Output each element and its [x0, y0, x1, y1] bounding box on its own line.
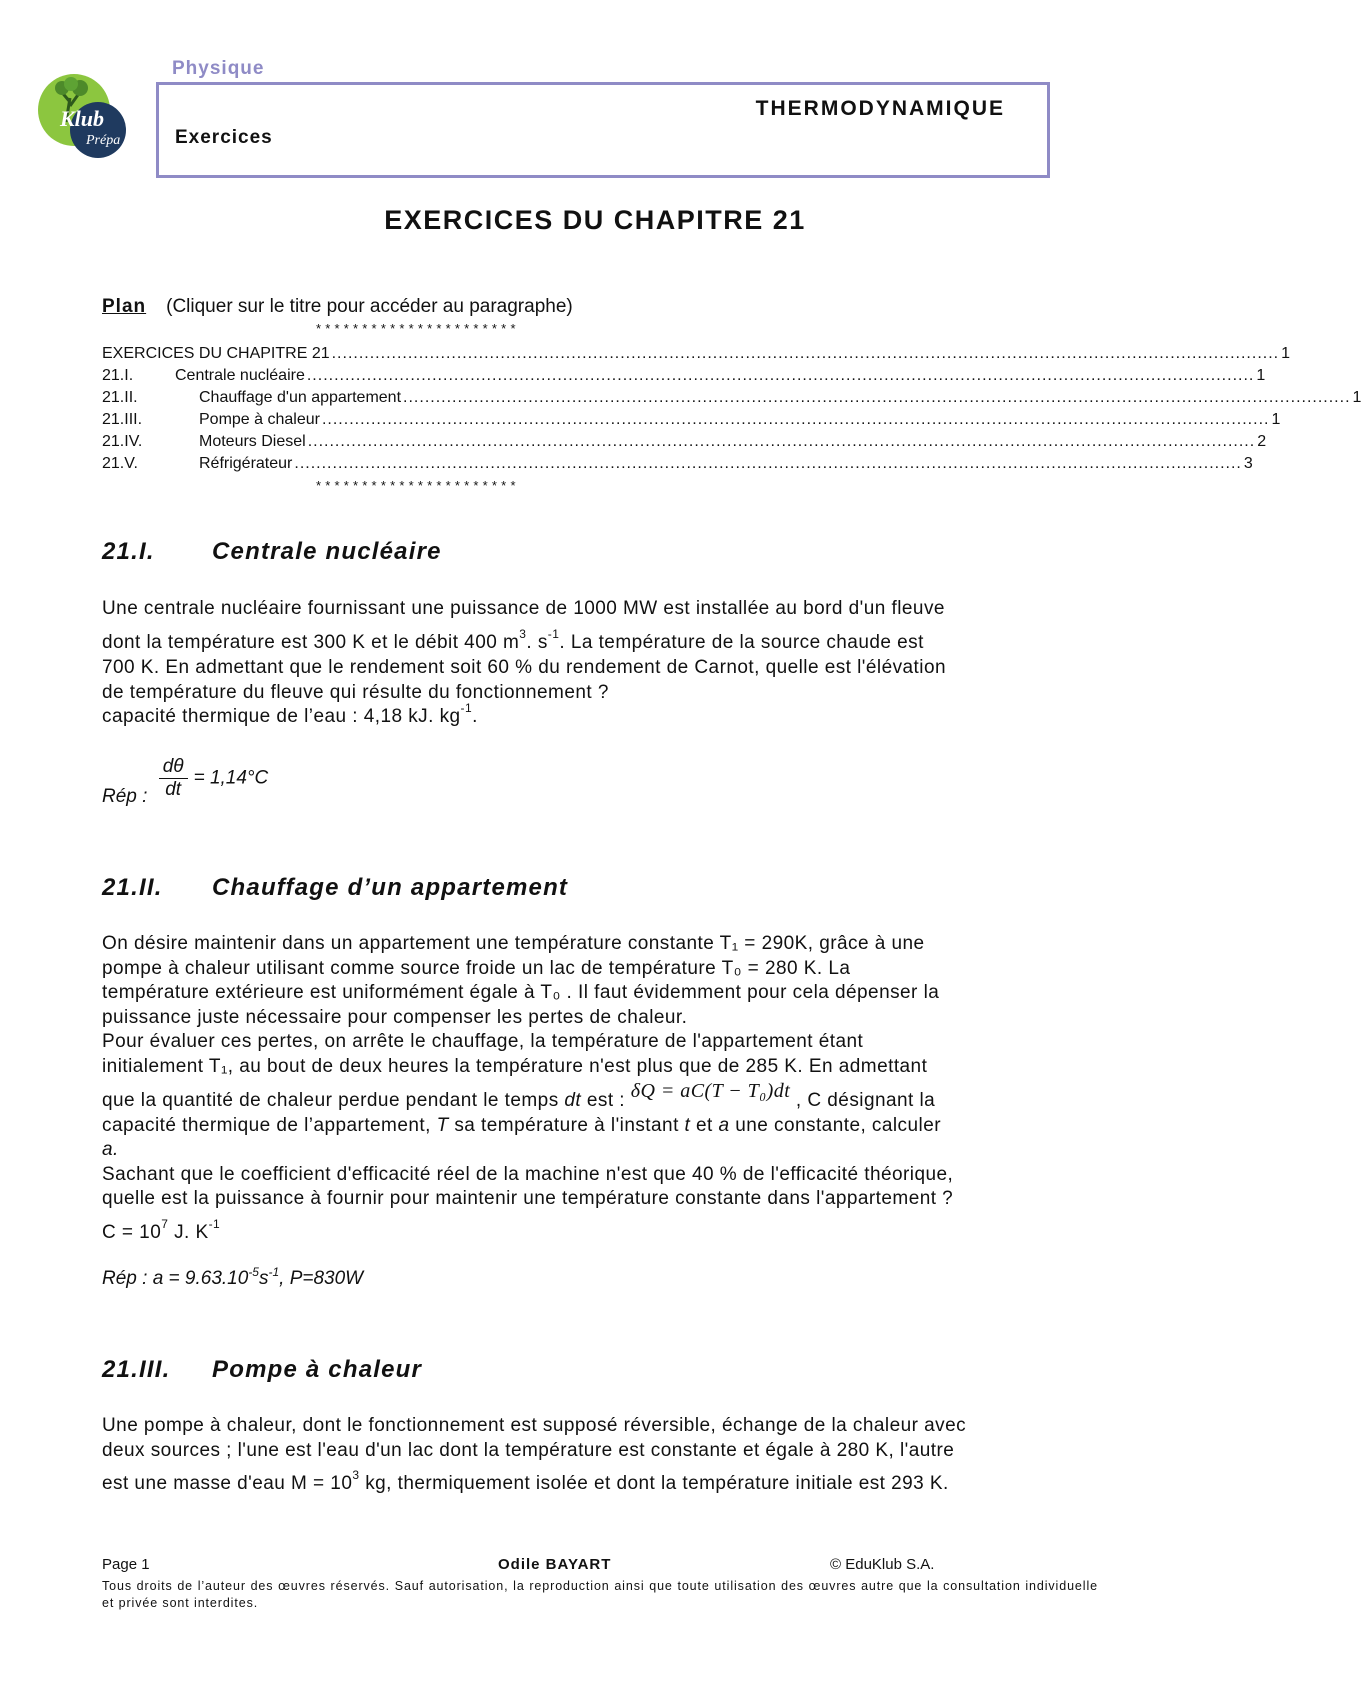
page-number: Page 1: [102, 1556, 150, 1573]
text-line: a.: [102, 1139, 119, 1160]
plan-instruction: (Cliquer sur le titre pour accéder au paragraphe): [166, 296, 573, 317]
toc-title[interactable]: EXERCICES DU CHAPITRE 21: [102, 345, 330, 362]
text-line: que la quantité de chaleur perdue pendant le temps dt est : δQ = aC(T − T₀)dt , C désignant la: [102, 1080, 936, 1111]
plan-line: [102, 296, 573, 318]
svg-text:Prépa: Prépa: [86, 133, 121, 148]
text-line: dont la température est 300 K et le débit 400 $m^3$. $s^{-1}$. La température de la source chaude est: [102, 626, 924, 653]
toc-title[interactable]: Moteurs Diesel: [199, 433, 306, 450]
text-line: initialement T₁, au bout de deux heures la température n'est plus que de 285 K. En admettant: [102, 1055, 928, 1077]
text-line: température extérieure est uniformément égale à T₀ . Il faut évidemment pour cela dépenser la: [102, 982, 940, 1003]
exercise-text: [102, 1414, 1102, 1498]
toc-title[interactable]: Réfrigérateur: [199, 455, 293, 472]
section-number: 21.I.: [102, 538, 155, 565]
toc-entry[interactable]: [102, 411, 1281, 433]
section-heading: [102, 874, 568, 902]
toc-leader: ..............................................................................................................................................................................: [403, 389, 1351, 406]
author-name: Odile BAYART: [498, 1556, 612, 1573]
section-title: Chauffage d’un appartement: [212, 874, 569, 901]
toc-title[interactable]: Pompe à chaleur: [199, 411, 320, 428]
text-line: deux sources ; l'une est l'eau d'un lac dont la température est constante et égale à 280 K, l'autre: [102, 1439, 955, 1461]
toc-entry[interactable]: [102, 345, 1290, 367]
toc-page: 1: [1281, 345, 1290, 362]
section-title: Centrale nucléaire: [212, 538, 442, 565]
toc-number: 21.III.: [102, 411, 143, 428]
text-line: Une centrale nucléaire fournissant une puissance de 1000 MW est installée au bord d'un fleuve: [102, 598, 945, 619]
toc-leader: ..............................................................................................................................................................................: [331, 345, 1280, 362]
toc-title[interactable]: Chauffage d'un appartement: [199, 389, 402, 406]
toc-title[interactable]: Centrale nucléaire: [175, 367, 305, 384]
text-line: Sachant que le coefficient d'efficacité réel de la machine n'est que 40 % de l'efficacité théorique,: [102, 1163, 954, 1185]
toc-entry[interactable]: [102, 367, 1266, 389]
toc-page: 1: [1352, 389, 1361, 406]
toc-number: 21.V.: [102, 455, 138, 472]
copyright: © EduKlub S.A.: [830, 1556, 935, 1573]
toc-number: 21.I.: [102, 367, 134, 384]
text-line: est une masse d'eau $M = 10^3$ kg, thermiquement isolée et dont la température initiale est 293 K.: [102, 1468, 949, 1494]
toc-page: 2: [1257, 433, 1267, 450]
text-line: $C = 10^7$ J. $K^{-1}$: [102, 1216, 221, 1243]
topic-title: THERMODYNAMIQUE: [755, 97, 1005, 120]
text-line: pompe à chaleur utilisant comme source froide un lac de température T₀ = 280 K. La: [102, 957, 851, 979]
text-line: puissance juste nécessaire pour compenser les pertes de chaleur.: [102, 1006, 688, 1028]
subject-label: Physique: [172, 58, 265, 79]
table-of-contents: [102, 345, 1361, 477]
legal-notice: Tous droits de l’auteur des œuvres réservés. Sauf autorisation, la reproduction ainsi que toute utilisation des œuvres autre que la consultation individuelle et privée sont interdites.: [102, 1579, 1098, 1610]
header-box: [156, 82, 1050, 178]
text-line: Une pompe à chaleur, dont le fonctionnement est supposé réversible, échange de la chaleur avec: [102, 1415, 967, 1436]
toc-leader: ..............................................................................................................................................................................: [294, 455, 1242, 472]
toc-number: 21.IV.: [102, 433, 143, 450]
answer: Rép : $a = 9.63.10^{-5}s^{-1}$, P=830W: [102, 1265, 364, 1289]
section-title: Pompe à chaleur: [212, 1356, 423, 1383]
text-line: Pour évaluer ces pertes, on arrête le chauffage, la température de l'appartement étant: [102, 1031, 864, 1052]
exercise-text: [102, 932, 1102, 1246]
heat-loss-formula: δQ = aC(T − T₀)dt: [630, 1080, 791, 1102]
toc-entry[interactable]: [102, 455, 1253, 477]
toc-entry[interactable]: [102, 389, 1361, 411]
section-label: Exercices: [175, 127, 273, 148]
section-number: 21.III.: [102, 1356, 171, 1383]
answer-value: = 1,14°C: [193, 767, 269, 789]
toc-entry[interactable]: [102, 433, 1267, 455]
text-line: capacité thermique de l’eau : 4,18 kJ. $kg^{-1}$.: [102, 701, 478, 727]
toc-leader: ..............................................................................................................................................................................: [306, 367, 1255, 384]
toc-leader: ..............................................................................................................................................................................: [307, 433, 1256, 450]
text-line: quelle est la puissance à fournir pour maintenir une température constante dans l'appartement ?: [102, 1188, 954, 1209]
text-line: de température du fleuve qui résulte du fonctionnement ?: [102, 681, 609, 703]
section-heading: [102, 1356, 422, 1384]
text-line: capacité thermique de l’appartement, T sa température à l'instant t et a une constante, calculer: [102, 1114, 941, 1136]
toc-page: 1: [1271, 411, 1281, 428]
text-line: On désire maintenir dans un appartement une température constante T₁ = 290K, grâce à une: [102, 933, 925, 954]
document-title: EXERCICES DU CHAPITRE 21: [384, 205, 806, 235]
exercise-text: [102, 597, 1102, 731]
stars-divider-bottom: **********************: [316, 478, 520, 493]
section-number: 21.II.: [102, 874, 163, 901]
stars-divider-top: **********************: [316, 321, 520, 336]
klub-prepa-logo: [36, 72, 130, 160]
derivative-fraction: $\frac{d\theta}{dt}$: [159, 756, 188, 801]
toc-number: 21.II.: [102, 389, 138, 406]
toc-page: 1: [1256, 367, 1266, 384]
section-heading: [102, 538, 442, 566]
text-line: 700 K. En admettant que le rendement soit 60 % du rendement de Carnot, quelle est l'élévation: [102, 657, 946, 678]
toc-leader: ..............................................................................................................................................................................: [321, 411, 1270, 428]
answer: [102, 756, 269, 807]
answer-label: Rép :: [102, 785, 148, 807]
svg-text:Klub: Klub: [60, 106, 105, 131]
page-footer: [102, 1556, 1098, 1612]
toc-page: 3: [1243, 455, 1253, 472]
plan-label: Plan: [102, 296, 147, 317]
